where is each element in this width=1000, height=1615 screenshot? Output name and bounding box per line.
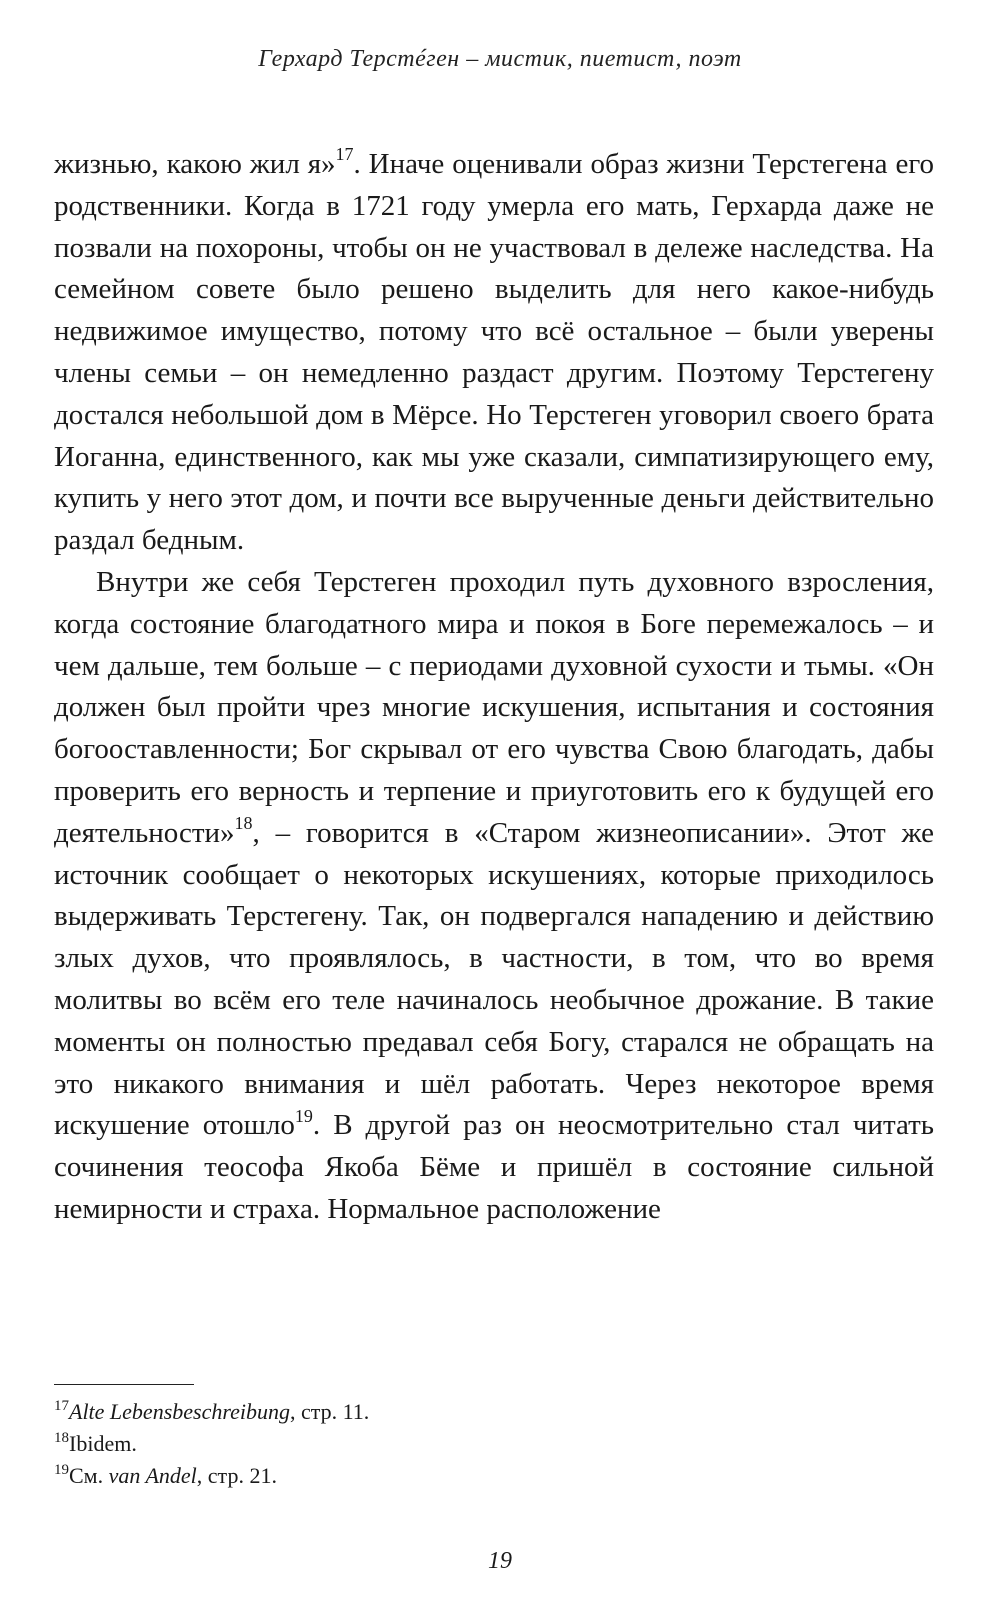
text-segment: , – говорится в «Старом жизнеописании». Этот же источник сообщает о некоторых искушениях, которые приходилось выдерживать Терстегену. Так, он подвергался нападению и действию злых духов, что проявлялось, в частности, в том, что во время молитвы во всём его теле начиналось необычное дрожание. В такие моменты он полностью предавал себя Богу, старался не обращать на это никакого внимания и шёл работать. Через некоторое время искушение отошло: [54, 816, 934, 1142]
page-number: 19: [488, 1548, 512, 1574]
footnote-text: Ibidem.: [69, 1431, 137, 1456]
footnote-text: , стр. 11.: [289, 1399, 370, 1424]
paragraph: [54, 562, 934, 1231]
paragraph: [54, 144, 934, 562]
text-segment: Внутри же себя Терстеген проходил путь духовного взросления, когда состояние благодатного мира и покоя в Боге перемежалось – и чем дальше, тем больше – с периодами духовной сухости и тьмы. «Он должен был пройти чрез многие искушения, испытания и состояния богооставленности; Бог скрывал от его чувства Свою благодать, дабы проверить его верность и терпение и приуготовить его к будущей его деятельности»: [54, 565, 934, 849]
footnote-source: van Andel: [108, 1463, 197, 1488]
footnote-number: 19: [54, 1461, 69, 1478]
footnote: [54, 1460, 934, 1492]
footnote-ref: 19: [294, 1105, 313, 1126]
footnote-prefix: См.: [69, 1463, 109, 1488]
footnote-number: 18: [54, 1429, 69, 1446]
main-text: [54, 144, 934, 1231]
footnote-source: Alte Lebensbeschreibung: [69, 1399, 290, 1424]
footnote-ref: 17: [335, 144, 354, 165]
footnote-separator: [54, 1384, 194, 1385]
footnote-text: , стр. 21.: [196, 1463, 277, 1488]
running-head: Герхард Терстéген – мистик, пиетист, поэт: [258, 46, 742, 72]
text-segment: . Иначе оценивали образ жизни Терстегена его родственники. Когда в 1721 году умерла его мать, Герхарда даже не позвали на похороны, чтобы он не участвовал в дележе наследства. На семейном совете было решено выделить для него какое-нибудь недвижимое имущество, потому что всё остальное – были уверены члены семьи – он немедленно раздаст другим. Поэтому Терстегену достался небольшой дом в Мёрсе. Но Терстеген уговорил своего брата Иоганна, единственного, как мы уже сказали, симпатизирующего ему, купить у него этот дом, и почти все вырученные деньги действительно раздал бедным.: [54, 148, 934, 557]
footnote-ref: 18: [234, 813, 253, 834]
text-segment: . В другой раз он неосмотрительно стал читать сочинения теософа Якоба Бёме и пришёл в состояние сильной немирности и страха. Нормальное расположение: [54, 1109, 934, 1225]
footnotes: [54, 1396, 934, 1492]
footnote: [54, 1396, 934, 1428]
text-segment: жизнью, какою жил я»: [54, 148, 336, 180]
footnote-number: 17: [54, 1397, 69, 1414]
footnote: [54, 1428, 934, 1460]
